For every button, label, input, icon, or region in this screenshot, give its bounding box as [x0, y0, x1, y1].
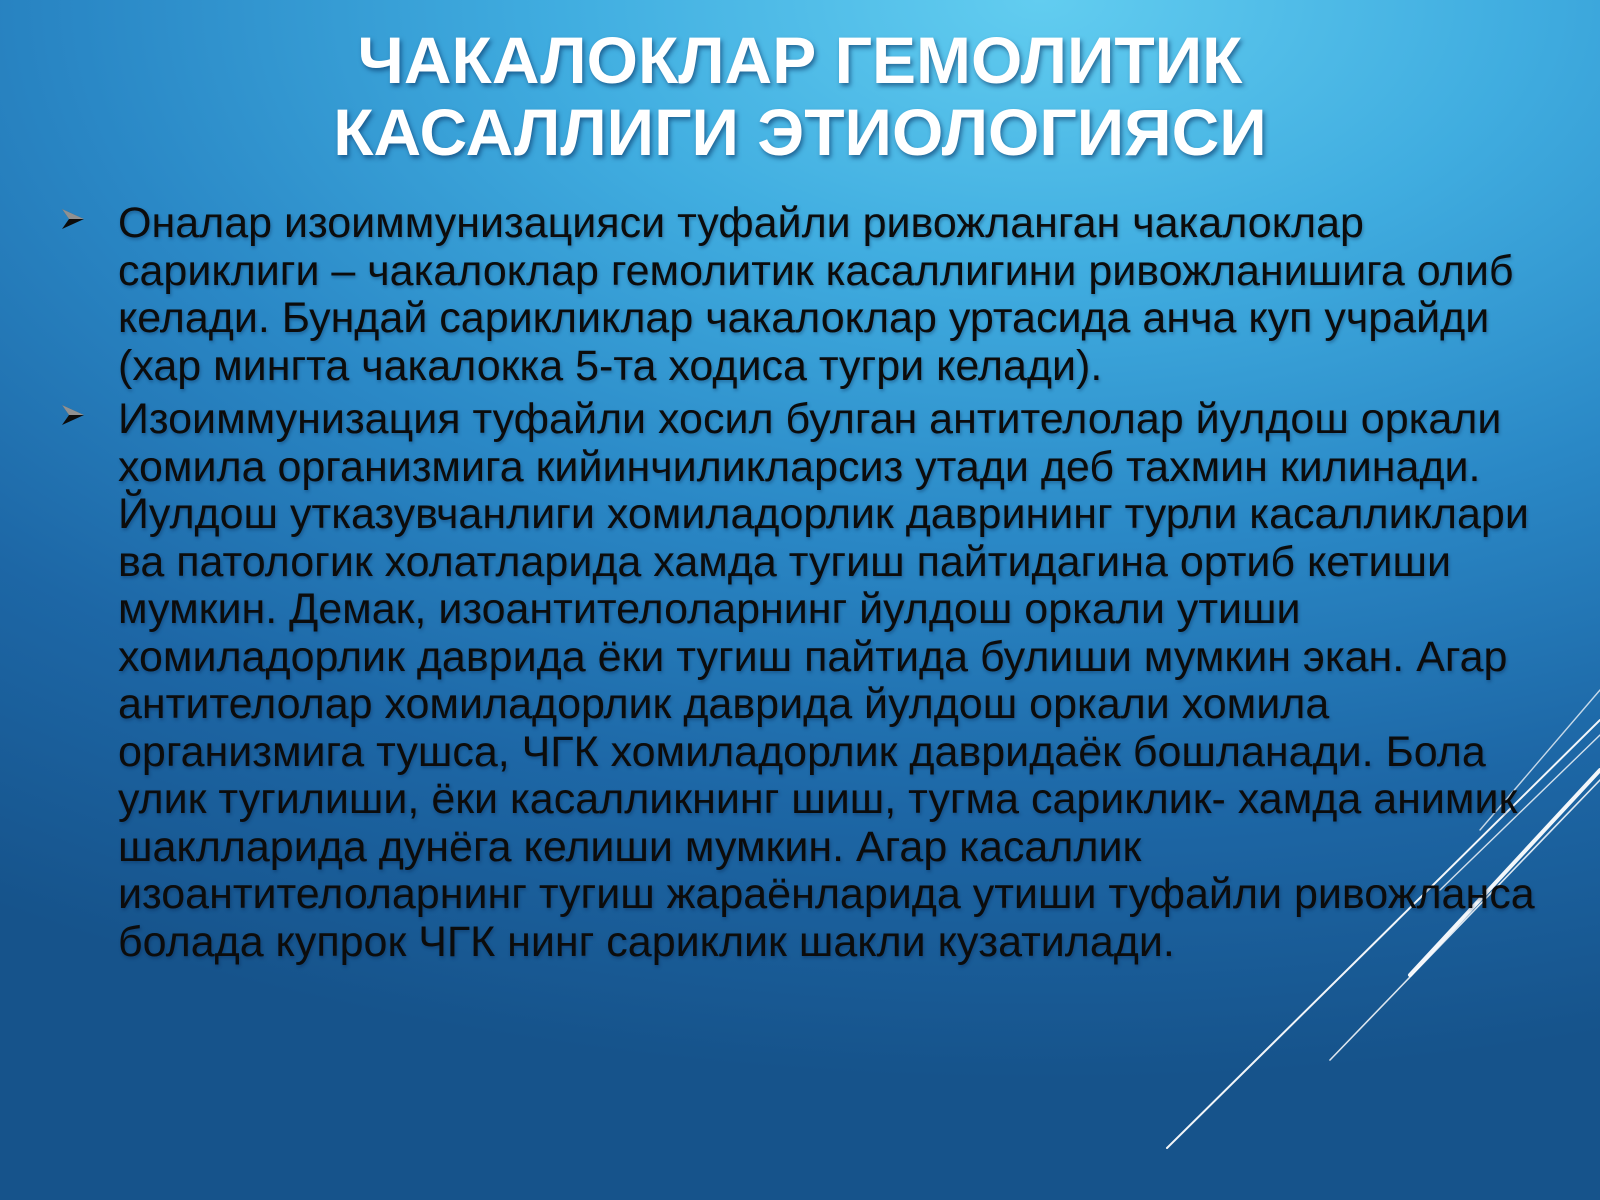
arrowhead-bullet-icon [60, 402, 86, 428]
list-item [60, 396, 1550, 966]
arrowhead-bullet-icon [60, 206, 86, 232]
bullet-text: Изоиммунизация туфайли хосил булган антителолар йулдош оркали хомила организмига кийинчиликларсиз утади деб тахмин килинади. Йулдош утказувчанлиги хомиладорлик даврининг турли касалликлари ва патологик холатларида хамда тугиш пайтидагина ортиб кетиши мумкин. Демак, изоантителоларнинг йулдош оркали утиши хомиладорлик даврида ёки тугиш пайтида булиши мумкин экан. Агар антителолар хомиладорлик даврида йулдош оркали хомила организмига тушса, ЧГК хомиладорлик давридаёк бошланади. Бола улик тугилиши, ёки касалликнинг шиш, тугма сариклик- хамда анимик шаклларида дунёга келиши мумкин. Агар касаллик изоантителоларнинг тугиш жараёнларида утиши туфайли ривожланса болада купрок ЧГК нинг сариклик шакли кузатилади. [118, 395, 1535, 966]
list-item [60, 200, 1550, 390]
slide-title: ЧАКАЛОКЛАР ГЕМОЛИТИК КАСАЛЛИГИ ЭТИОЛОГИЯСИ [333, 23, 1267, 169]
bullet-list [60, 200, 1550, 972]
bullet-text: Оналар изоиммунизацияси туфайли ривожланган чакалоклар сариклиги – чакалоклар гемолитик касаллигини ривожланишига олиб келади. Бундай сарикликлар чакалоклар уртасида анча куп учрайди (хар мингта чакалокка 5-та ходиса тугри келади). [118, 199, 1514, 390]
